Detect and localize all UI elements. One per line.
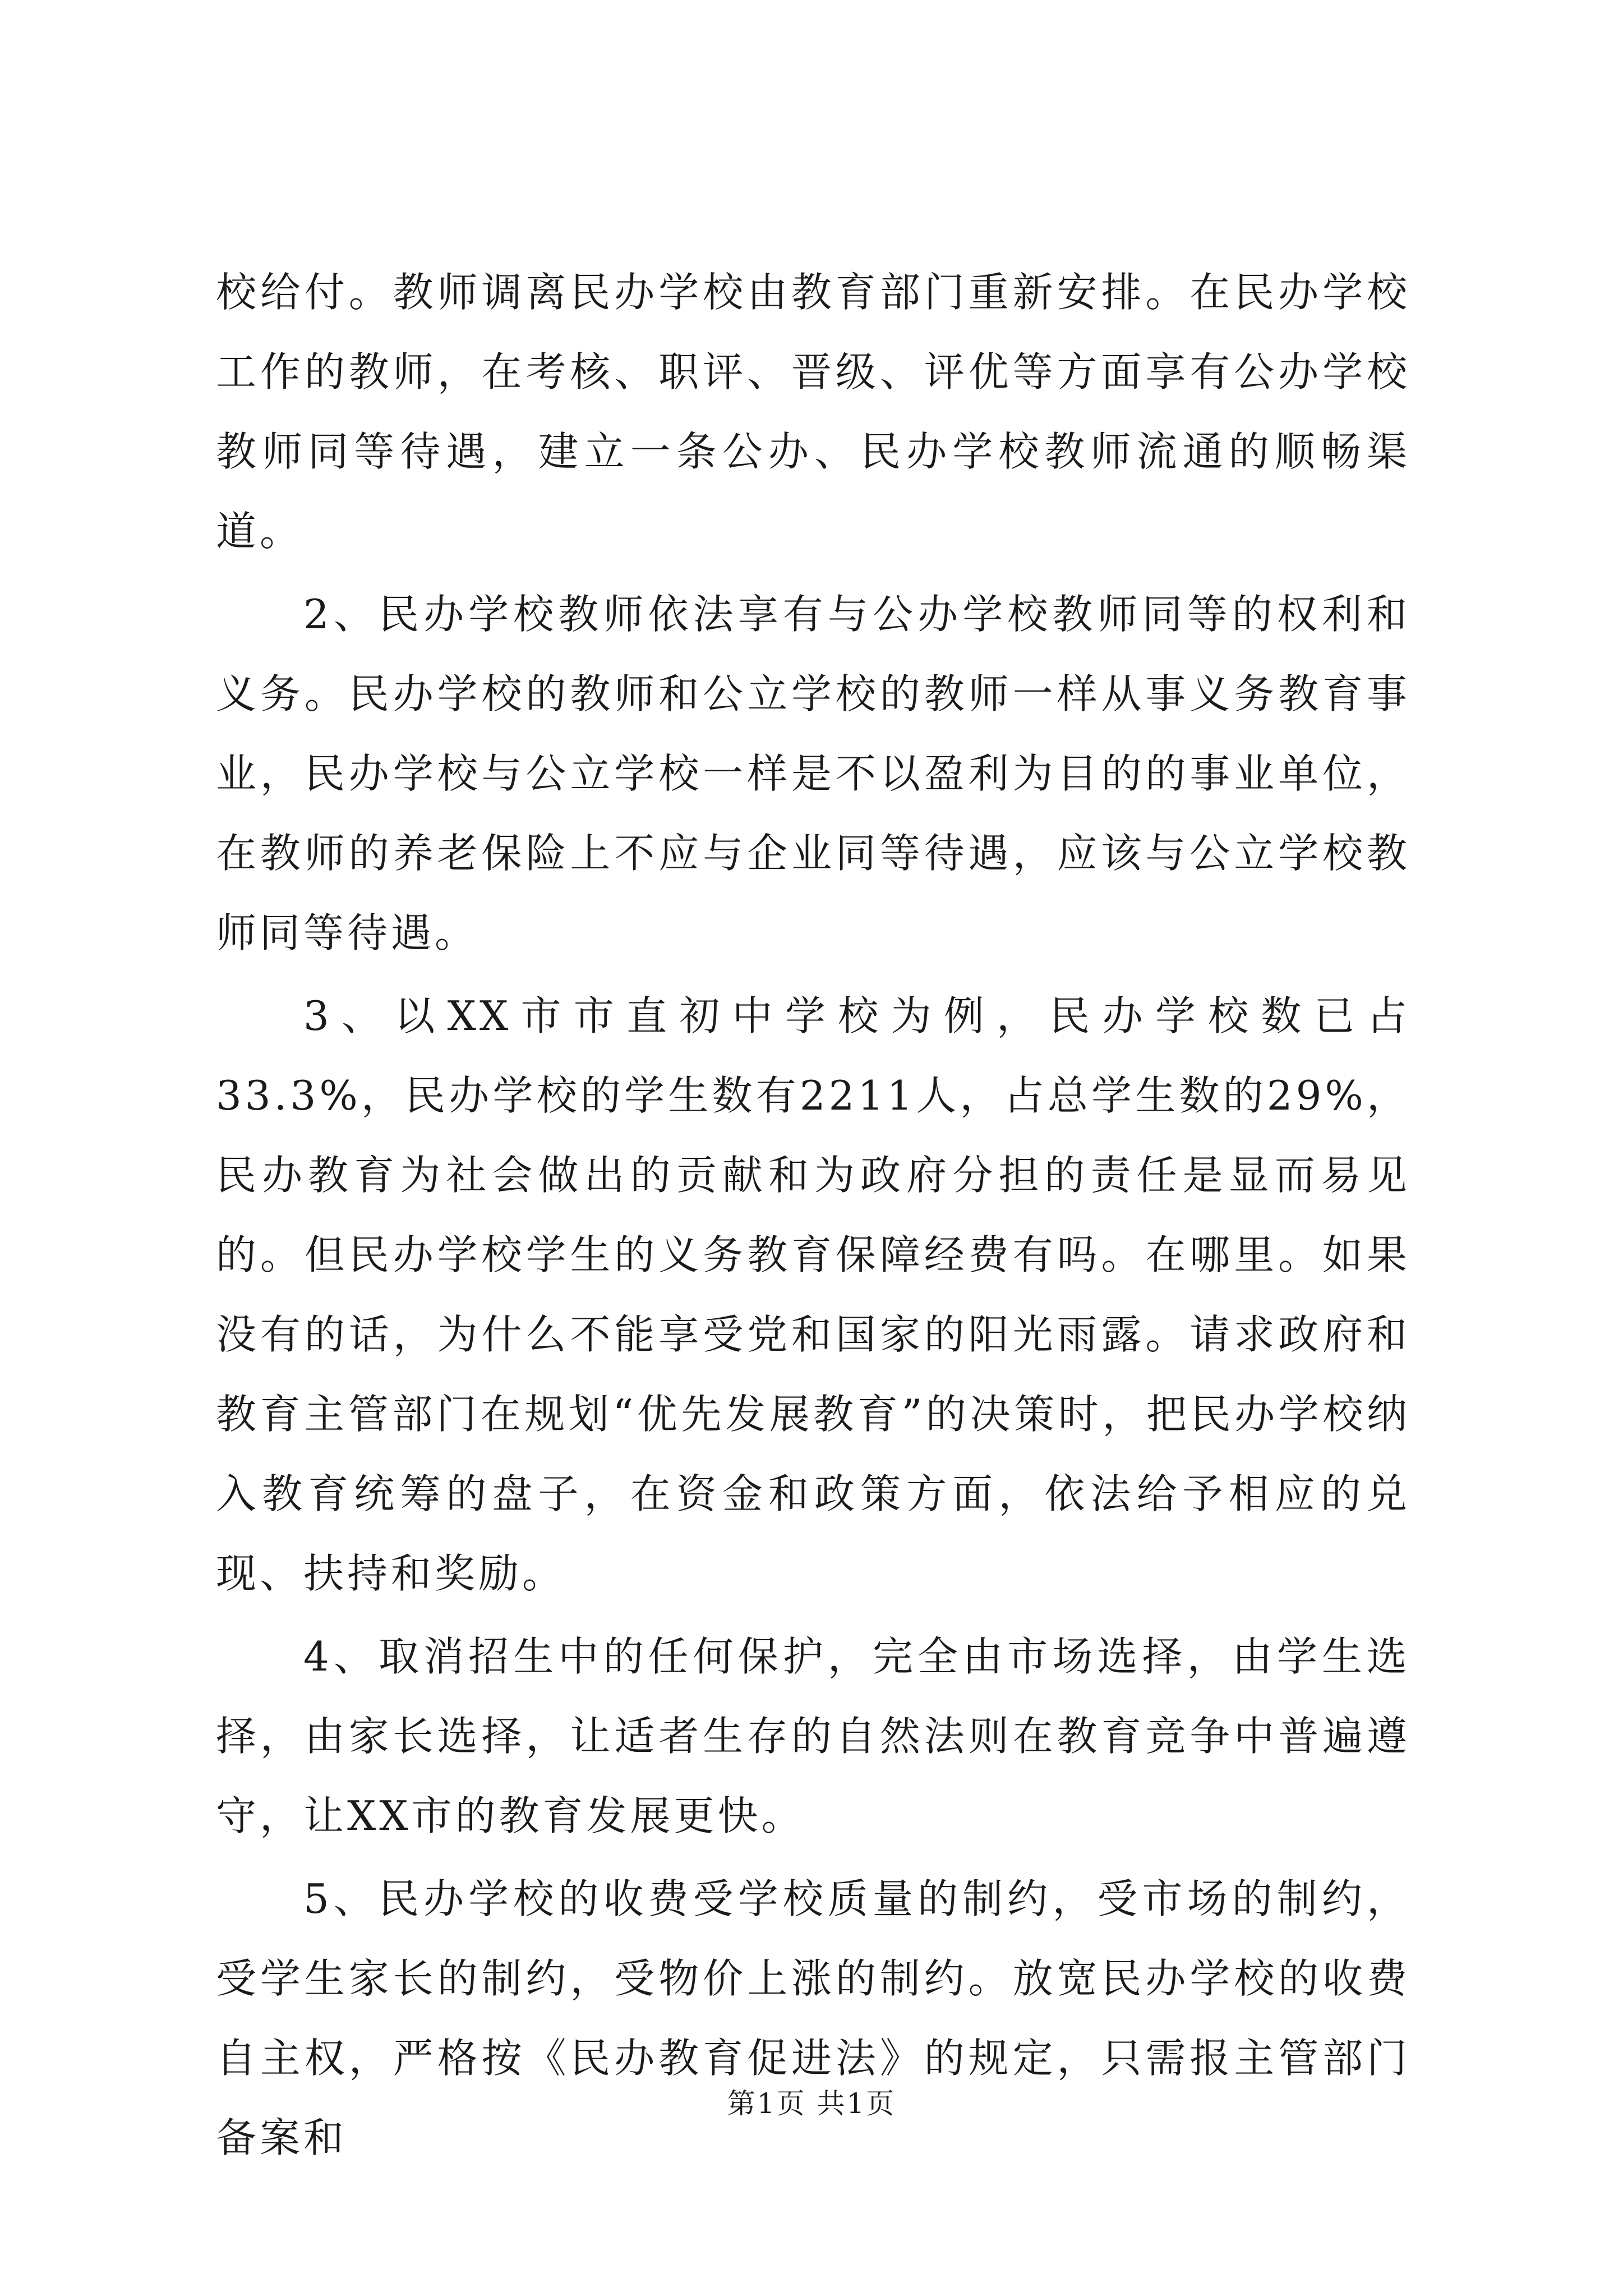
paragraph-item-4: 4、取消招生中的任何保护，完全由市场选择，由学生选择，由家长选择，让适者生存的自然法则在教育竞争中普遍遵守，让XX市的教育发展更快。 (216, 1633, 1410, 1839)
paragraph-continuation: 校给付。教师调离民办学校由教育部门重新安排。在民办学校工作的教师，在考核、职评、晋级、评优等方面享有公办学校教师同等待遇，建立一条公办、民办学校教师流通的顺畅渠道。 (216, 269, 1410, 555)
document-body (216, 252, 1410, 2181)
paragraph-item-3: 3、以XX市市直初中学校为例，民办学校数已占33.3%，民办学校的学生数有2211人，占总学生数的29%，民办教育为社会做出的贡献和为政府分担的责任是显而易见的。但民办学校学生的义务教育保障经费有吗。在哪里。如果没有的话，为什么不能享受党和国家的阳光雨露。请求政府和教育主管部门在规划“优先发展教育”的决策时，把民办学校纳入教育统筹的盘子，在资金和政策方面，依法给予相应的兑现、扶持和奖励。 (216, 992, 1410, 1597)
paragraph-item-2: 2、民办学校教师依法享有与公办学校教师同等的权利和义务。民办学校的教师和公立学校的教师一样从事义务教育事业，民办学校与公立学校一样是不以盈利为目的的事业单位，在教师的养老保险上不应与企业同等待遇，应该与公立学校教师同等待遇。 (216, 591, 1410, 956)
paragraph-item-5: 5、民办学校的收费受学校质量的制约，受市场的制约，受学生家长的制约，受物价上涨的制约。放宽民办学校的收费自主权，严格按《民办教育促进法》的规定，只需报主管部门备案和 (216, 1875, 1410, 2161)
page-footer: 第1页 共1页 (727, 2087, 896, 2120)
